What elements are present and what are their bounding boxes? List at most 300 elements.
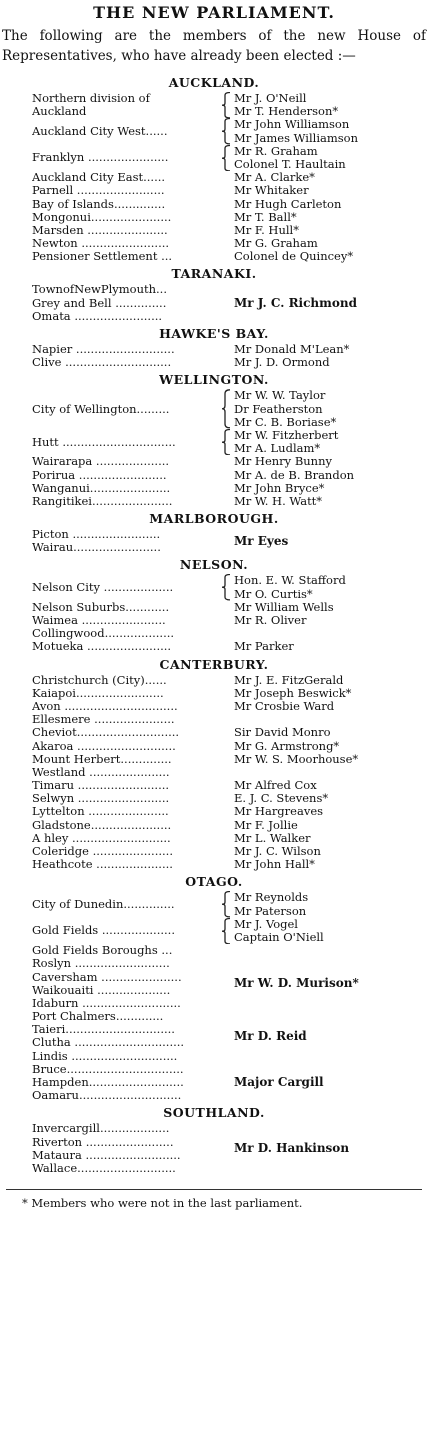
electorate-group bbox=[32, 918, 420, 944]
member-name: Major Cargill bbox=[234, 1075, 324, 1089]
electorate-name: Grey and Bell .............. bbox=[32, 296, 167, 310]
brace-mark bbox=[222, 819, 232, 832]
footnote-rule bbox=[6, 1189, 422, 1190]
electorate-group bbox=[32, 250, 420, 263]
electorate-names bbox=[32, 957, 222, 1010]
electorate-name: Wairau........................ bbox=[32, 541, 161, 555]
member-name: Dr Featherston bbox=[234, 401, 323, 416]
article-title: THE NEW PARLIAMENT. bbox=[93, 3, 335, 22]
brace-mark bbox=[222, 1010, 232, 1063]
electorate-group bbox=[32, 891, 420, 917]
electorate-name: Gold Fields .................... bbox=[32, 924, 175, 938]
electorate-group bbox=[32, 92, 420, 118]
electorate-names bbox=[32, 819, 222, 832]
brace-mark bbox=[222, 250, 232, 263]
electorate-group bbox=[32, 700, 420, 713]
member-name: Mr J. Vogel bbox=[234, 916, 298, 931]
electorate-name: Timaru ......................... bbox=[32, 779, 170, 793]
electorate-names bbox=[32, 726, 222, 739]
electorate-name: Ellesmere ...................... bbox=[32, 713, 175, 727]
electorate-name: Akaroa ........................... bbox=[32, 739, 176, 753]
electorate-group bbox=[32, 343, 420, 356]
member-name: Mr W. D. Murison* bbox=[234, 976, 359, 991]
electorate-name: Omata ........................ bbox=[32, 309, 163, 323]
member-names bbox=[232, 455, 420, 468]
electorate-group bbox=[32, 429, 420, 455]
electorate-group bbox=[32, 224, 420, 237]
electorate-name: Lindis ............................. bbox=[32, 1049, 178, 1063]
member-name: Mr G. Armstrong* bbox=[234, 738, 340, 753]
electorate-group bbox=[32, 944, 420, 957]
region-heading: TARANAKI. bbox=[171, 266, 257, 282]
electorate-names bbox=[32, 627, 222, 640]
member-name: Mr Joseph Beswick* bbox=[234, 685, 352, 700]
electorate-name: Bay of Islands.............. bbox=[32, 197, 166, 211]
electorate-names bbox=[32, 858, 222, 871]
electorate-names bbox=[32, 753, 222, 766]
member-names bbox=[232, 891, 420, 917]
electorate-name: Heathcote ..................... bbox=[32, 858, 173, 872]
electorate-names bbox=[32, 687, 222, 700]
member-names bbox=[232, 977, 420, 990]
electorate-name: Bruce................................ bbox=[32, 1062, 184, 1076]
electorate-name: Gold Fields Boroughs ... bbox=[32, 944, 173, 958]
electorate-names bbox=[32, 924, 222, 937]
electorate-group bbox=[32, 237, 420, 250]
electorate-group bbox=[32, 858, 420, 871]
electorate-names bbox=[32, 436, 222, 449]
electorate-name: Avon ............................... bbox=[32, 699, 178, 713]
member-names bbox=[232, 469, 420, 482]
regions-list bbox=[2, 74, 426, 1175]
electorate-names bbox=[32, 1010, 222, 1063]
region-heading: SOUTHLAND. bbox=[163, 1105, 265, 1121]
brace-mark bbox=[222, 726, 232, 739]
member-names bbox=[232, 805, 420, 818]
member-names bbox=[232, 297, 420, 310]
electorate-names bbox=[32, 614, 222, 627]
member-names bbox=[232, 614, 420, 627]
member-name: Mr Parker bbox=[234, 639, 294, 654]
electorate-name: Marsden ...................... bbox=[32, 223, 168, 237]
electorate-group bbox=[32, 118, 420, 144]
brace-mark bbox=[222, 528, 232, 554]
electorate-names bbox=[32, 1122, 222, 1175]
brace-mark bbox=[222, 601, 232, 614]
member-name: Mr W. W. Taylor bbox=[234, 388, 326, 403]
electorate-name: Westland ...................... bbox=[32, 765, 170, 779]
electorate-name: Idaburn ........................... bbox=[32, 996, 181, 1010]
electorate-names bbox=[32, 944, 222, 957]
member-names bbox=[232, 389, 420, 429]
electorate-names bbox=[32, 898, 222, 911]
electorate-name: Collingwood................... bbox=[32, 627, 175, 641]
member-name: Mr O. Curtis* bbox=[234, 586, 313, 601]
brace-mark bbox=[222, 469, 232, 482]
electorate-name: Auckland City West...... bbox=[32, 124, 168, 138]
brace-mark bbox=[222, 779, 232, 792]
electorate-name: Kaiapoi........................ bbox=[32, 686, 164, 700]
brace-mark bbox=[222, 766, 232, 779]
electorate-name: Wallace........................... bbox=[32, 1161, 176, 1175]
brace-mark bbox=[222, 944, 232, 957]
member-name: Mr Donald M'Lean* bbox=[234, 342, 350, 356]
member-names bbox=[232, 429, 420, 455]
electorate-name: Wanganui...................... bbox=[32, 481, 171, 495]
electorate-names bbox=[32, 343, 222, 356]
region-heading: AUCKLAND. bbox=[168, 75, 260, 90]
member-name: Mr Alfred Cox bbox=[234, 778, 317, 793]
member-names bbox=[232, 250, 420, 263]
member-names bbox=[232, 640, 420, 653]
electorate-names bbox=[32, 211, 222, 224]
member-names bbox=[232, 944, 420, 957]
member-name: Mr J. C. Richmond bbox=[234, 295, 357, 310]
electorate-name: Pensioner Settlement ... bbox=[32, 250, 173, 264]
member-name: Hon. E. W. Stafford bbox=[234, 573, 346, 588]
brace-mark bbox=[222, 356, 232, 369]
member-name: Mr John Bryce* bbox=[234, 480, 325, 495]
member-name: Mr John Williamson bbox=[234, 117, 350, 132]
electorate-names bbox=[32, 171, 222, 184]
member-name: Mr Crosbie Ward bbox=[234, 698, 335, 713]
electorate-group bbox=[32, 845, 420, 858]
brace-mark bbox=[222, 891, 232, 917]
member-names bbox=[232, 198, 420, 211]
electorate-name: Taieri.............................. bbox=[32, 1023, 175, 1037]
electorate-group bbox=[32, 1010, 420, 1063]
electorate-names bbox=[32, 403, 222, 416]
electorate-names bbox=[32, 674, 222, 687]
electorate-names bbox=[32, 601, 222, 614]
electorate-group bbox=[32, 469, 420, 482]
electorate-name: Nelson City ................... bbox=[32, 581, 174, 595]
electorate-group bbox=[32, 211, 420, 224]
member-names bbox=[232, 535, 420, 548]
electorate-names bbox=[32, 224, 222, 237]
member-names bbox=[232, 92, 420, 118]
electorate-group bbox=[32, 614, 420, 627]
electorate-group bbox=[32, 482, 420, 495]
electorate-group bbox=[32, 1122, 420, 1175]
region-heading: NELSON. bbox=[179, 557, 249, 573]
brace-mark bbox=[222, 211, 232, 224]
brace-mark bbox=[222, 627, 232, 640]
electorate-name: Caversham ...................... bbox=[32, 970, 182, 984]
member-names bbox=[232, 858, 420, 871]
electorate-name: Waimea ....................... bbox=[32, 614, 166, 627]
electorate-names bbox=[32, 640, 222, 653]
member-name: Mr L. Walker bbox=[234, 830, 311, 845]
electorate-names bbox=[32, 151, 222, 164]
electorate-names bbox=[32, 184, 222, 197]
electorate-names bbox=[32, 455, 222, 468]
electorate-group bbox=[32, 455, 420, 468]
brace-mark bbox=[222, 283, 232, 323]
brace-mark bbox=[222, 740, 232, 753]
electorate-name: Gladstone...................... bbox=[32, 818, 172, 832]
member-name: Colonel de Quincey* bbox=[234, 249, 354, 264]
electorate-group bbox=[32, 674, 420, 687]
member-name bbox=[234, 944, 420, 957]
brace-mark bbox=[222, 957, 232, 1010]
brace-mark bbox=[222, 832, 232, 845]
electorate-name: City of Wellington......... bbox=[32, 402, 170, 416]
electorate-name: Roslyn .......................... bbox=[32, 957, 170, 971]
member-names bbox=[232, 674, 420, 687]
member-name: Captain O'Niell bbox=[234, 929, 324, 944]
electorate-group bbox=[32, 145, 420, 171]
member-name: E. J. C. Stevens* bbox=[234, 791, 329, 806]
electorate-names bbox=[32, 92, 222, 118]
electorate-group bbox=[32, 198, 420, 211]
electorate-name: Selwyn ......................... bbox=[32, 792, 170, 806]
electorate-group bbox=[32, 687, 420, 700]
brace-mark bbox=[222, 343, 232, 356]
member-name: Sir David Monro bbox=[234, 725, 331, 740]
electorate-name: Parnell ........................ bbox=[32, 184, 165, 198]
electorate-name: Napier ........................... bbox=[32, 343, 175, 356]
member-names bbox=[232, 687, 420, 700]
brace-mark bbox=[222, 1122, 232, 1175]
electorate-name: Clive ............................. bbox=[32, 356, 172, 370]
electorate-names bbox=[32, 237, 222, 250]
member-name: Mr W. H. Watt* bbox=[234, 493, 323, 508]
member-name: Mr F. Jollie bbox=[234, 817, 298, 832]
member-name: Mr Hargreaves bbox=[234, 804, 324, 819]
electorate-group bbox=[32, 832, 420, 845]
electorate-name: Hampden.......................... bbox=[32, 1076, 184, 1089]
electorate-name: Oamaru............................ bbox=[32, 1089, 182, 1103]
electorate-name: Wairarapa .................... bbox=[32, 455, 170, 469]
electorate-group bbox=[32, 766, 420, 779]
member-name: Mr Whitaker bbox=[234, 183, 309, 198]
brace-mark bbox=[222, 198, 232, 211]
member-names bbox=[232, 145, 420, 171]
electorate-name: Rangitikei...................... bbox=[32, 494, 173, 508]
brace-mark bbox=[222, 482, 232, 495]
electorate-name: Riverton ........................ bbox=[32, 1135, 174, 1149]
member-names bbox=[232, 918, 420, 944]
region-heading: OTAGO. bbox=[185, 874, 243, 890]
electorate-name: Port Chalmers............. bbox=[32, 1010, 164, 1024]
member-names bbox=[232, 819, 420, 832]
member-name: Mr W. S. Moorhouse* bbox=[234, 751, 359, 766]
member-name: Mr D. Reid bbox=[234, 1028, 307, 1043]
electorate-name: Hutt ............................... bbox=[32, 435, 176, 449]
electorate-name: Mount Herbert.............. bbox=[32, 752, 172, 766]
electorate-name: Auckland City East...... bbox=[32, 171, 166, 185]
electorate-name: Franklyn ...................... bbox=[32, 151, 169, 165]
brace-mark bbox=[222, 614, 232, 627]
member-names bbox=[232, 482, 420, 495]
electorate-names bbox=[32, 766, 222, 779]
electorate-names bbox=[32, 469, 222, 482]
electorate-name: Waikouaiti .................... bbox=[32, 983, 171, 997]
brace-mark bbox=[222, 455, 232, 468]
member-names bbox=[232, 726, 420, 739]
electorate-group bbox=[32, 1063, 420, 1103]
member-name: Mr F. Hull* bbox=[234, 222, 299, 237]
member-names bbox=[232, 1142, 420, 1155]
electorate-names bbox=[32, 356, 222, 369]
electorate-group bbox=[32, 805, 420, 818]
region-heading: MARLBOROUGH. bbox=[149, 511, 279, 527]
region-heading: WELLINGTON. bbox=[159, 372, 269, 388]
brace-mark bbox=[222, 145, 232, 171]
member-name: Mr A. Clarke* bbox=[234, 170, 315, 185]
electorate-names bbox=[32, 792, 222, 805]
member-names bbox=[232, 495, 420, 508]
member-names bbox=[232, 356, 420, 369]
member-names bbox=[232, 740, 420, 753]
electorate-name: Coleridge ...................... bbox=[32, 845, 173, 858]
member-name: Mr D. Hankinson bbox=[234, 1141, 350, 1156]
electorate-names bbox=[32, 713, 222, 726]
member-name: Mr T. Ball* bbox=[234, 209, 297, 224]
member-name: Mr Henry Bunny bbox=[234, 454, 332, 469]
member-name: Mr Hugh Carleton bbox=[234, 196, 342, 211]
brace-mark bbox=[222, 1063, 232, 1103]
member-name: Mr R. Graham bbox=[234, 143, 318, 158]
brace-mark bbox=[222, 792, 232, 805]
electorate-names bbox=[32, 482, 222, 495]
brace-mark bbox=[222, 224, 232, 237]
electorate-group bbox=[32, 389, 420, 429]
electorate-name: Porirua ........................ bbox=[32, 468, 167, 482]
member-names bbox=[232, 184, 420, 197]
member-name: Mr J. C. Wilson bbox=[234, 844, 321, 858]
electorate-group bbox=[32, 779, 420, 792]
electorate-names bbox=[32, 832, 222, 845]
electorate-name: Clutha .............................. bbox=[32, 1036, 185, 1050]
brace-mark bbox=[222, 858, 232, 871]
brace-mark bbox=[222, 92, 232, 118]
region-heading: CANTERBURY. bbox=[159, 656, 269, 672]
footnote: * Members who were not in the last parliament. bbox=[22, 1196, 303, 1211]
article-intro: The following are the members of the new House of Representatives, who have already been elected :— bbox=[2, 28, 426, 64]
member-name: Mr R. Oliver bbox=[234, 613, 307, 627]
member-name: Mr Paterson bbox=[234, 903, 307, 918]
electorate-names bbox=[32, 495, 222, 508]
electorate-group bbox=[32, 740, 420, 753]
electorate-group bbox=[32, 792, 420, 805]
member-name: Mr J. D. Ormond bbox=[234, 355, 330, 370]
electorate-group bbox=[32, 495, 420, 508]
member-names bbox=[232, 1030, 420, 1043]
brace-mark bbox=[222, 237, 232, 250]
brace-mark bbox=[222, 918, 232, 944]
electorate-names bbox=[32, 805, 222, 818]
member-name: Mr Reynolds bbox=[234, 890, 309, 905]
electorate-group bbox=[32, 713, 420, 726]
member-name: Mr William Wells bbox=[234, 599, 334, 614]
electorate-group bbox=[32, 726, 420, 739]
electorate-names bbox=[32, 528, 222, 554]
electorate-name: Auckland bbox=[32, 105, 87, 119]
electorate-group bbox=[32, 819, 420, 832]
member-names bbox=[232, 574, 420, 600]
brace-mark bbox=[222, 640, 232, 653]
electorate-name: Invercargill................... bbox=[32, 1122, 170, 1136]
member-name: Mr G. Graham bbox=[234, 236, 318, 251]
brace-mark bbox=[222, 118, 232, 144]
member-name: Colonel T. Haultain bbox=[234, 156, 346, 171]
electorate-name: Cheviot............................ bbox=[32, 726, 180, 740]
electorate-group bbox=[32, 627, 420, 640]
brace-mark bbox=[222, 184, 232, 197]
region-heading: HAWKE'S BAY. bbox=[159, 326, 269, 341]
electorate-name: Motueka ....................... bbox=[32, 640, 172, 654]
electorate-names bbox=[32, 283, 222, 323]
brace-mark bbox=[222, 495, 232, 508]
member-names bbox=[232, 118, 420, 144]
electorate-name: Picton ........................ bbox=[32, 528, 161, 542]
brace-mark bbox=[222, 674, 232, 687]
brace-mark bbox=[222, 845, 232, 858]
electorate-group bbox=[32, 283, 420, 323]
electorate-names bbox=[32, 250, 222, 263]
electorate-group bbox=[32, 171, 420, 184]
electorate-group bbox=[32, 528, 420, 554]
electorate-names bbox=[32, 125, 222, 138]
brace-mark bbox=[222, 429, 232, 455]
electorate-name: TownofNewPlymouth... bbox=[32, 283, 167, 297]
electorate-name: Newton ........................ bbox=[32, 237, 170, 251]
electorate-name: A hley ........................... bbox=[32, 831, 171, 845]
brace-mark bbox=[222, 687, 232, 700]
member-name: Mr J. O'Neill bbox=[234, 91, 307, 105]
electorate-names bbox=[32, 779, 222, 792]
brace-mark bbox=[222, 753, 232, 766]
member-name: Mr T. Henderson* bbox=[234, 104, 339, 119]
electorate-group bbox=[32, 640, 420, 653]
electorate-name: Mataura .......................... bbox=[32, 1148, 181, 1162]
electorate-name: City of Dunedin.............. bbox=[32, 897, 175, 911]
electorate-group bbox=[32, 184, 420, 197]
brace-mark bbox=[222, 713, 232, 726]
electorate-group bbox=[32, 957, 420, 1010]
brace-mark bbox=[222, 805, 232, 818]
electorate-name: Mongonui...................... bbox=[32, 210, 172, 224]
member-name: Mr J. E. FitzGerald bbox=[234, 672, 344, 687]
member-name: Mr C. B. Boriase* bbox=[234, 414, 337, 429]
member-name: Mr A. de B. Brandon bbox=[234, 467, 355, 482]
electorate-group bbox=[32, 574, 420, 600]
electorate-names bbox=[32, 1063, 222, 1103]
brace-mark bbox=[222, 389, 232, 429]
electorate-name: Lyttelton ...................... bbox=[32, 805, 169, 819]
member-name: Mr Eyes bbox=[234, 533, 289, 548]
member-names bbox=[232, 211, 420, 224]
electorate-names bbox=[32, 700, 222, 713]
electorate-names bbox=[32, 845, 222, 858]
electorate-group bbox=[32, 601, 420, 614]
brace-mark bbox=[222, 171, 232, 184]
brace-mark bbox=[222, 574, 232, 600]
electorate-group bbox=[32, 356, 420, 369]
electorate-names bbox=[32, 740, 222, 753]
member-names bbox=[232, 753, 420, 766]
electorate-name: Northern division of bbox=[32, 92, 150, 105]
electorate-group bbox=[32, 753, 420, 766]
newspaper-page bbox=[0, 2, 434, 1450]
electorate-name: Nelson Suburbs............ bbox=[32, 600, 170, 614]
electorate-name: Christchurch (City)...... bbox=[32, 673, 167, 687]
member-names bbox=[232, 1076, 420, 1089]
member-names bbox=[232, 700, 420, 713]
member-name: Mr A. Ludlam* bbox=[234, 441, 321, 456]
